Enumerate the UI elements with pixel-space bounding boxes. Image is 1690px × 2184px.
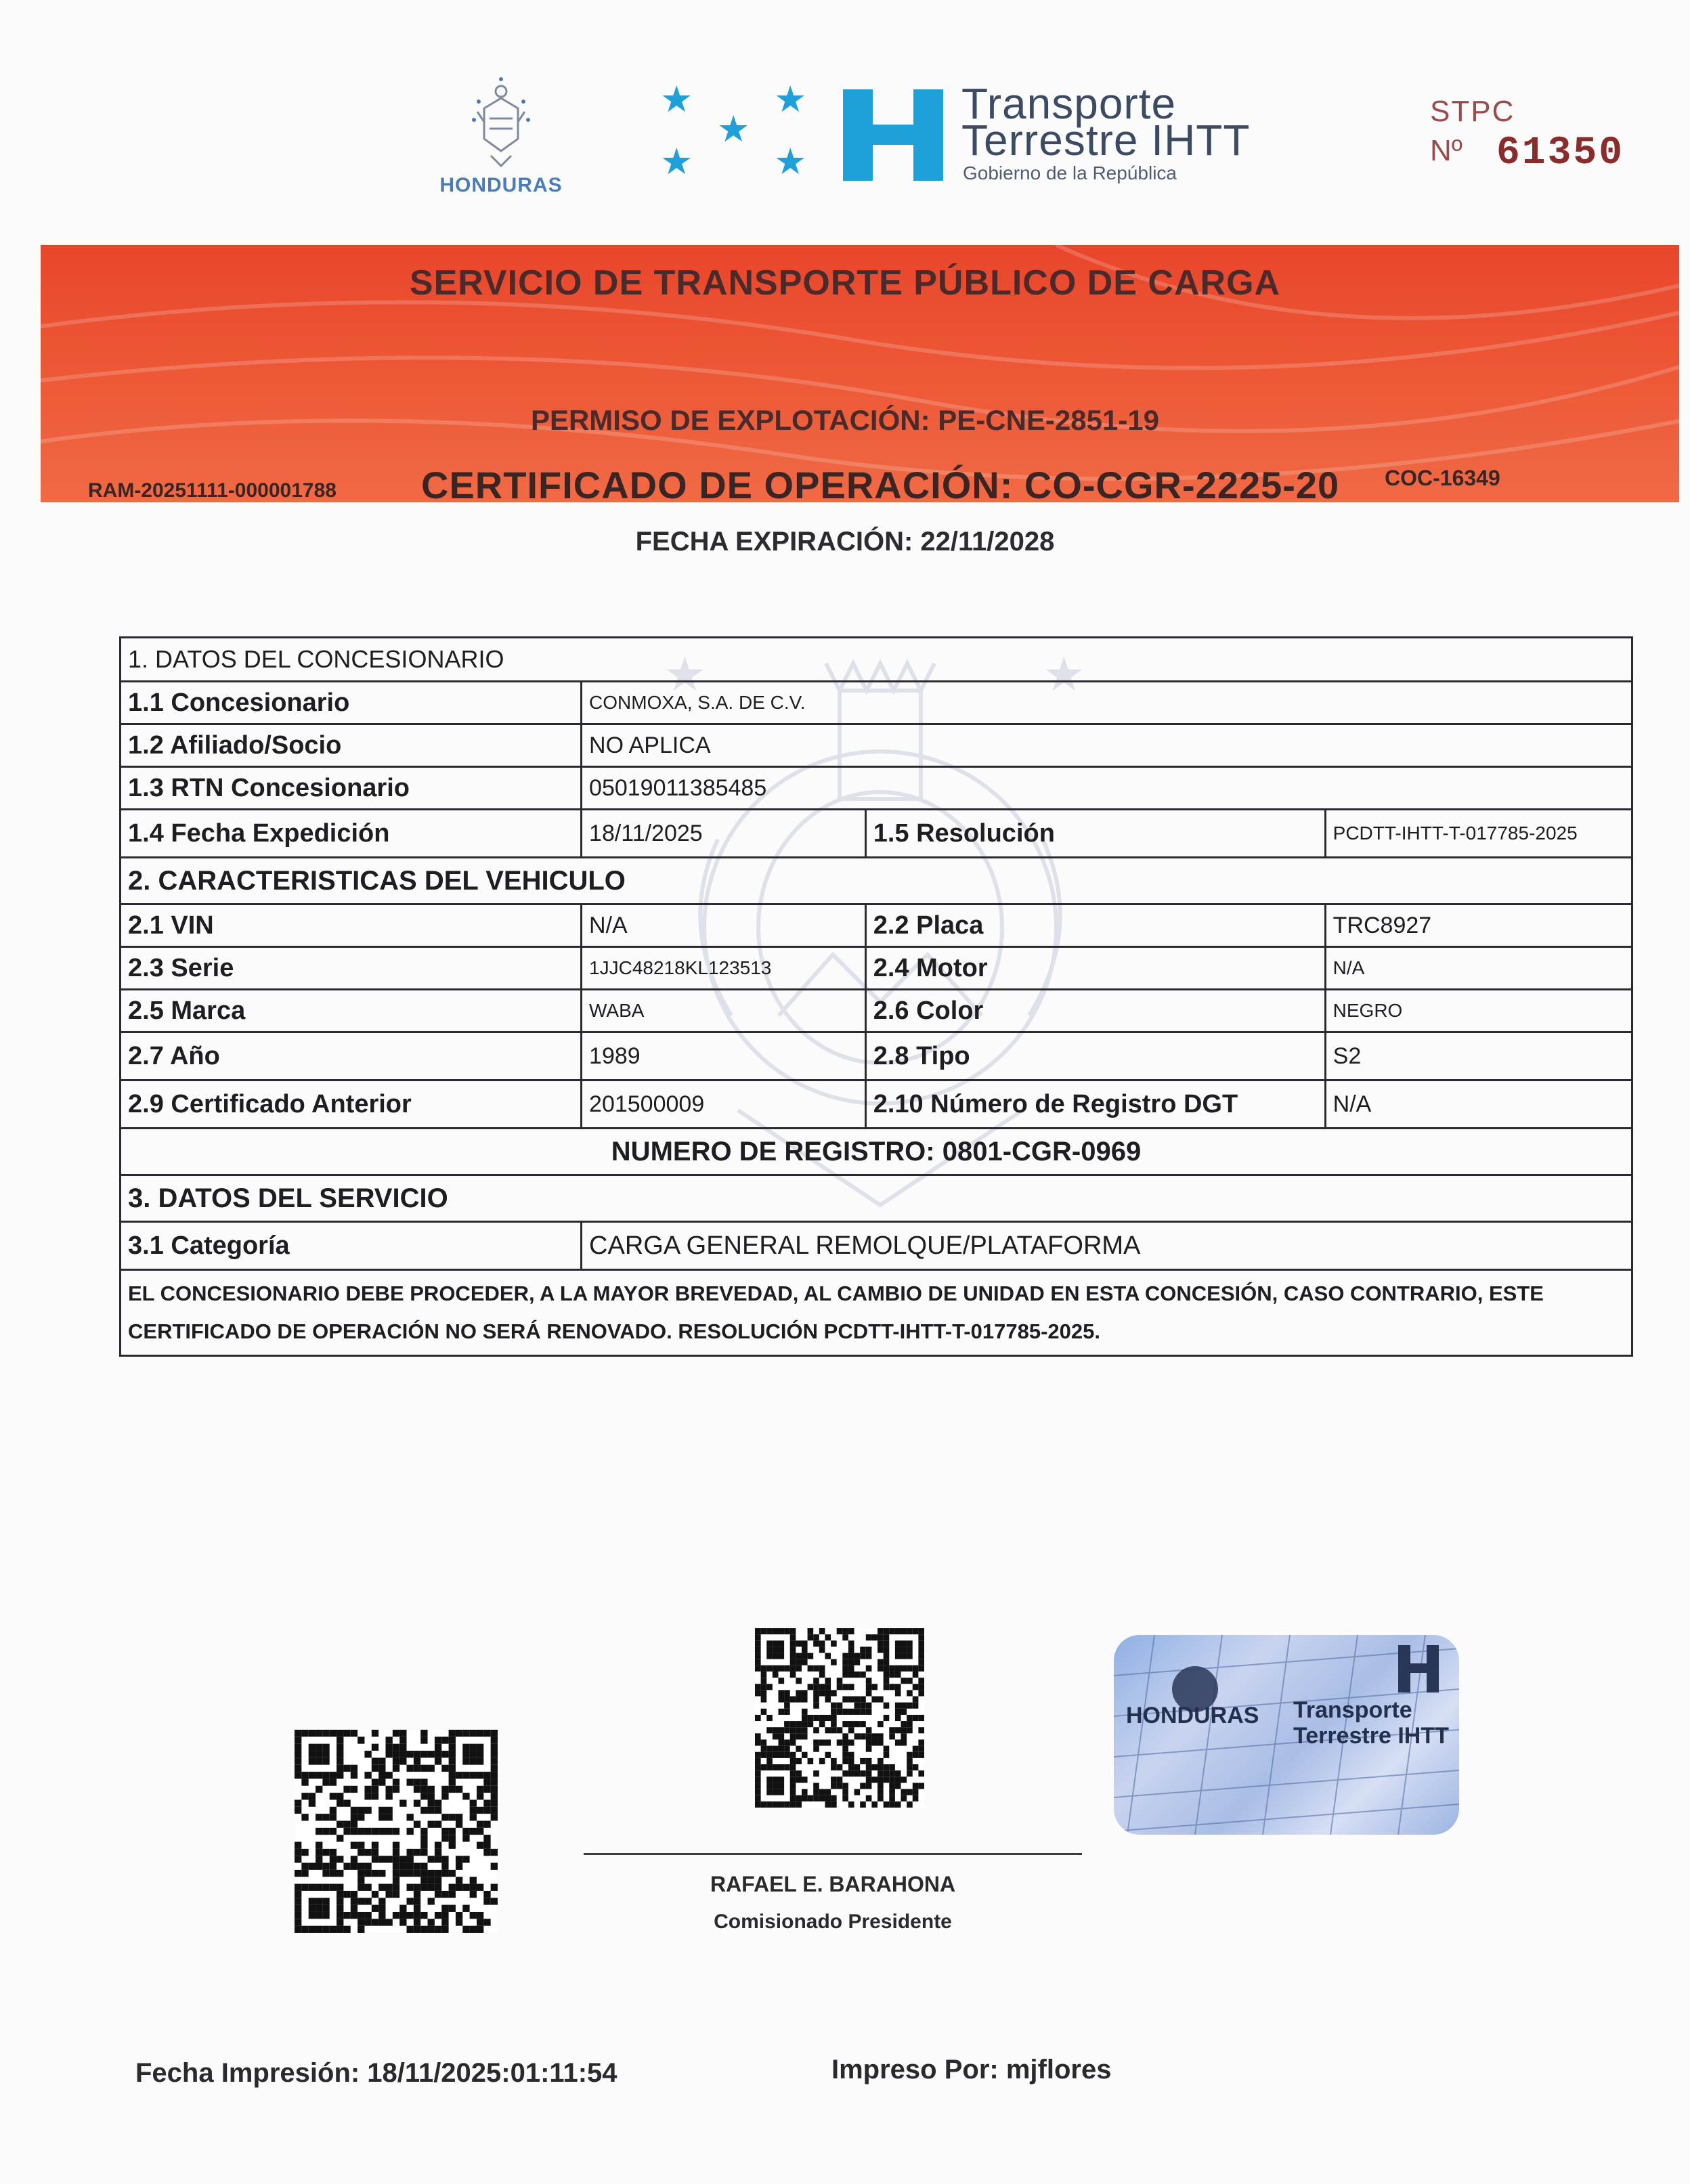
certificado-anterior-value: 201500009: [582, 1080, 866, 1129]
color-label: 2.6 Color: [865, 990, 1325, 1032]
section-1-title: 1. DATOS DEL CONCESIONARIO: [121, 638, 1632, 682]
registro-dgt-label: 2.10 Número de Registro DGT: [865, 1080, 1325, 1129]
fecha-impresion: Fecha Impresión: 18/11/2025:01:11:54: [135, 2058, 618, 2088]
stpc-number-label: Nº: [1430, 134, 1462, 167]
qr-code-left: [295, 1730, 498, 1933]
afiliado-value: NO APLICA: [582, 724, 1632, 767]
security-hologram: [1114, 1635, 1459, 1835]
hologram-country: HONDURAS: [1126, 1703, 1259, 1728]
permiso-explotacion: PERMISO DE EXPLOTACIÓN: PE-CNE-2851-19: [530, 404, 1160, 436]
afiliado-label: 1.2 Afiliado/Socio: [121, 724, 582, 767]
placa-label: 2.2 Placa: [865, 904, 1325, 947]
certificado-anterior-label: 2.9 Certificado Anterior: [121, 1080, 582, 1129]
rtn-label: 1.3 RTN Concesionario: [121, 767, 582, 810]
honduras-label: HONDURAS: [439, 174, 563, 196]
impreso-por: Impreso Por: mjflores: [831, 2055, 1112, 2084]
serie-label: 2.3 Serie: [121, 947, 582, 990]
certificate-data-table: [119, 636, 1633, 1357]
motor-value: N/A: [1325, 947, 1632, 990]
service-title: SERVICIO DE TRANSPORTE PÚBLICO DE CARGA: [409, 263, 1281, 303]
signature-line: [584, 1853, 1082, 1855]
star-icon: ★: [660, 141, 693, 182]
hologram-title-line2: Terrestre IHTT: [1293, 1723, 1449, 1749]
star-icon: ★: [660, 79, 693, 120]
svg-text:★: ★: [664, 648, 706, 701]
anio-value: 1989: [582, 1032, 866, 1080]
vin-value: N/A: [582, 904, 866, 947]
coat-of-arms-icon: [464, 71, 538, 173]
resolucion-label: 1.5 Resolución: [865, 810, 1325, 858]
hologram-title-line1: Transporte: [1293, 1697, 1412, 1723]
section-2-title: 2. CARACTERISTICAS DEL VEHICULO: [121, 858, 1632, 904]
vin-label: 2.1 VIN: [121, 904, 582, 947]
agency-title-line1: Transporte: [961, 79, 1177, 128]
tipo-value: S2: [1325, 1032, 1632, 1080]
serie-value: 1JJC48218KL123513: [582, 947, 866, 990]
numero-registro: NUMERO DE REGISTRO: 0801-CGR-0969: [121, 1129, 1632, 1175]
categoria-value: CARGA GENERAL REMOLQUE/PLATAFORMA: [582, 1222, 1632, 1270]
fecha-expedicion-value: 18/11/2025: [582, 810, 866, 858]
svg-text:★: ★: [1043, 648, 1085, 701]
star-icon: ★: [717, 109, 750, 150]
coc-code: COC-16349: [1385, 466, 1500, 490]
marca-value: WABA: [582, 990, 866, 1032]
motor-label: 2.4 Motor: [865, 947, 1325, 990]
qr-code-center: [755, 1628, 924, 1808]
fecha-expedicion-label: 1.4 Fecha Expedición: [121, 810, 582, 858]
ram-code: RAM-20251111-000001788: [88, 479, 337, 502]
stpc-number: 61350: [1496, 131, 1625, 175]
anio-label: 2.7 Año: [121, 1032, 582, 1080]
star-icon: ★: [774, 141, 807, 182]
signatory-name: RAFAEL E. BARAHONA: [710, 1872, 956, 1896]
categoria-label: 3.1 Categoría: [121, 1222, 582, 1270]
resolucion-value: PCDTT-IHTT-T-017785-2025: [1325, 810, 1632, 858]
agency-title-line2: Terrestre IHTT: [961, 116, 1251, 165]
five-stars-emblem: [660, 81, 823, 190]
concesionario-label: 1.1 Concesionario: [121, 682, 582, 724]
star-icon: ★: [774, 79, 807, 120]
renewal-note: EL CONCESIONARIO DEBE PROCEDER, A LA MAYOR BREVEDAD, AL CAMBIO DE UNIDAD EN ESTA CONCESIÓN, CASO CONTRARIO, ESTE CERTIFICADO DE OPERACIÓN NO SERÁ RENOVADO. RESOLUCIÓN PCDTT-IHTT-T-017785-2025.: [121, 1270, 1632, 1356]
registro-dgt-value: N/A: [1325, 1080, 1632, 1129]
ihtt-h-logo-icon: [843, 89, 943, 181]
rtn-value: 05019011385485: [582, 767, 1632, 810]
signatory-role: Comisionado Presidente: [714, 1910, 952, 1933]
certificado-operacion: CERTIFICADO DE OPERACIÓN: CO-CGR-2225-20: [421, 464, 1340, 506]
concesionario-value: CONMOXA, S.A. DE C.V.: [582, 682, 1632, 724]
agency-subtitle: Gobierno de la República: [963, 162, 1177, 183]
stpc-label: STPC: [1430, 95, 1515, 128]
placa-value: TRC8927: [1325, 904, 1632, 947]
color-value: NEGRO: [1325, 990, 1632, 1032]
section-3-title: 3. DATOS DEL SERVICIO: [121, 1175, 1632, 1222]
tipo-label: 2.8 Tipo: [865, 1032, 1325, 1080]
honduras-coat-of-arms-logo: [433, 71, 569, 206]
marca-label: 2.5 Marca: [121, 990, 582, 1032]
fecha-expiracion: FECHA EXPIRACIÓN: 22/11/2028: [635, 527, 1055, 556]
